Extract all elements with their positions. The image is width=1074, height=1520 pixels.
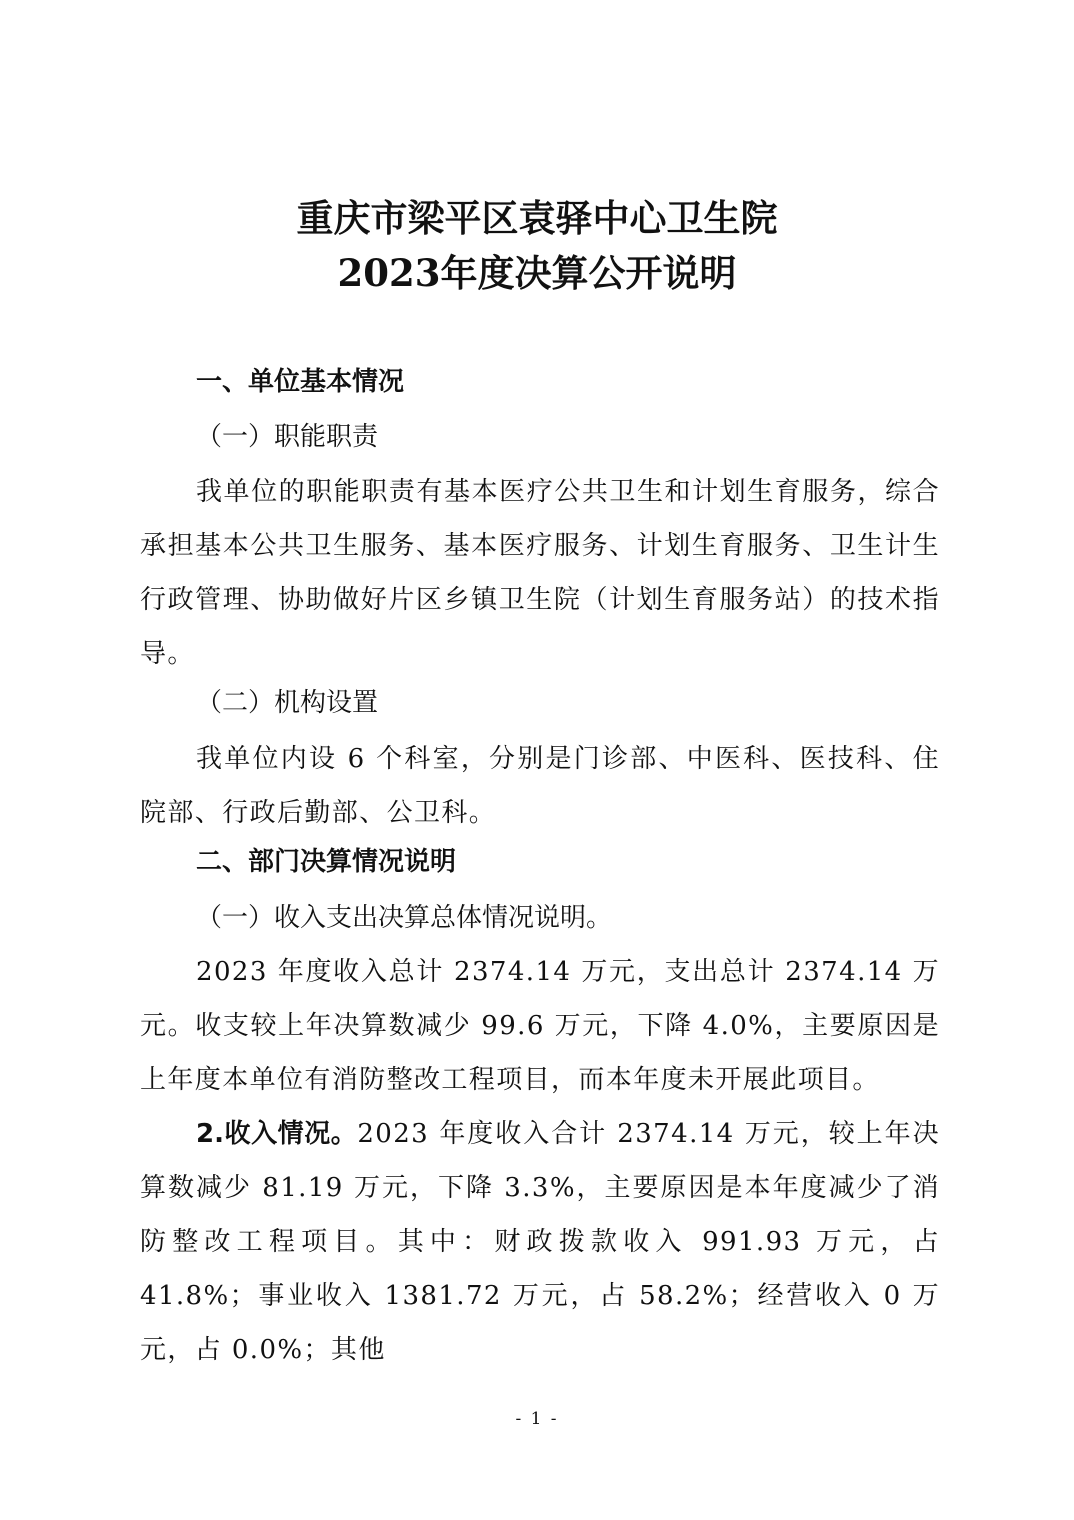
section-1-sub-2-heading: （二）机构设置 xyxy=(196,688,379,718)
document-title-line-2: 2023年度决算公开说明 xyxy=(337,251,737,295)
section-1-heading: 一、单位基本情况 xyxy=(196,367,405,397)
section-1-sub-1-heading: （一）职能职责 xyxy=(196,422,379,452)
section-2-sub-1-paragraph: 2023 年度收入总计 2374.14 万元，支出总计 2374.14 万元。收支较上年决算数减少 99.6 万元，下降 4.0%，主要原因是上年度本单位有消防整改工程项目，而本年度未开展此项目。 xyxy=(140,957,940,1095)
item-2-text: 2023 年度收入合计 2374.14 万元，较上年决算数减少 81.19 万元，下降 3.3%，主要原因是本年度减少了消防整改工程项目。其中：财政拨款收入 991.93 万元，占 41.8%；事业收入 1381.72 万元，占 58.2%；经营收入 0 万元，占 0.0%；其他 xyxy=(140,1119,940,1365)
section-2-item-2-paragraph xyxy=(140,1107,940,1377)
page-number: - 1 - xyxy=(515,1409,559,1429)
item-2-label: 2.收入情况。 xyxy=(196,1119,358,1149)
section-1-sub-2-paragraph: 我单位内设 6 个科室，分别是门诊部、中医科、医技科、住院部、行政后勤部、公卫科。 xyxy=(140,744,940,828)
document-title-line-1: 重庆市梁平区袁驿中心卫生院 xyxy=(296,196,778,240)
section-1-sub-1-paragraph: 我单位的职能职责有基本医疗公共卫生和计划生育服务，综合承担基本公共卫生服务、基本医疗服务、计划生育服务、卫生计生行政管理、协助做好片区乡镇卫生院（计划生育服务站）的技术指导。 xyxy=(140,477,940,669)
section-2-heading: 二、部门决算情况说明 xyxy=(196,847,457,877)
section-2-sub-1-heading: （一）收入支出决算总体情况说明。 xyxy=(196,903,613,933)
